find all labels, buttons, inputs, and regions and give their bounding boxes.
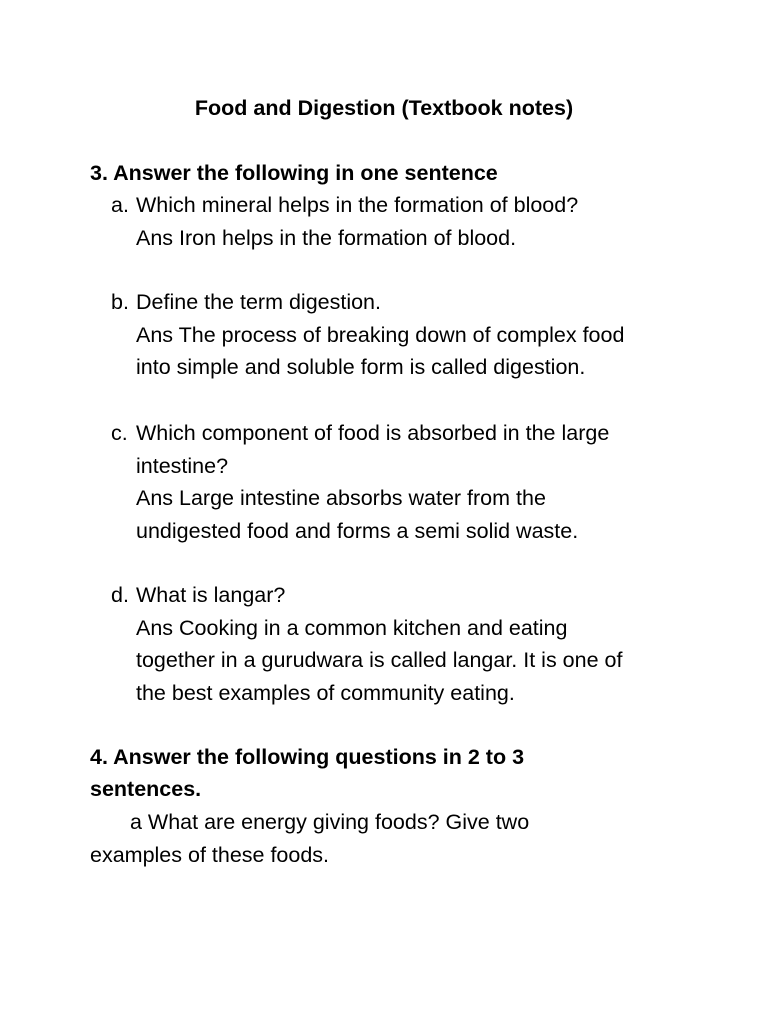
item-marker: a.: [111, 193, 129, 217]
section-4-question-a-line-2: examples of these foods.: [90, 843, 330, 867]
section-3-heading: 3. Answer the following in one sentence: [90, 161, 498, 185]
question-text: intestine?: [136, 453, 229, 478]
section-4-heading-line-2: sentences.: [90, 777, 202, 801]
answer-text: Ans The process of breaking down of complex food: [136, 322, 625, 347]
item-body: [136, 286, 696, 384]
item-body: [136, 189, 696, 254]
answer-text: undigested food and forms a semi solid waste.: [136, 518, 579, 543]
question-text: Which mineral helps in the formation of blood?: [136, 193, 579, 217]
answer-text: Ans Large intestine absorbs water from the: [136, 486, 546, 510]
section-4-question-a-line-1: a What are energy giving foods? Give two: [130, 810, 530, 834]
answer-text: into simple and soluble form is called digestion.: [136, 355, 586, 379]
item-body: [136, 417, 696, 547]
item-marker: c.: [111, 421, 128, 445]
answer-text: Ans Cooking in a common kitchen and eating: [136, 615, 568, 640]
page-title: Food and Digestion (Textbook notes): [194, 96, 574, 120]
item-marker: b.: [111, 290, 129, 314]
item-marker: d.: [111, 583, 129, 607]
question-text: Which component of food is absorbed in the large: [136, 421, 610, 445]
answer-text: the best examples of community eating.: [136, 680, 515, 705]
section-4-heading-line-1: 4. Answer the following questions in 2 to 3: [90, 745, 525, 769]
answer-text: Ans Iron helps in the formation of blood.: [136, 225, 517, 250]
answer-text: together in a gurudwara is called langar. It is one of: [136, 648, 623, 672]
item-body: [136, 579, 696, 709]
question-text: Define the term digestion.: [136, 290, 381, 314]
question-text: What is langar?: [136, 583, 286, 607]
